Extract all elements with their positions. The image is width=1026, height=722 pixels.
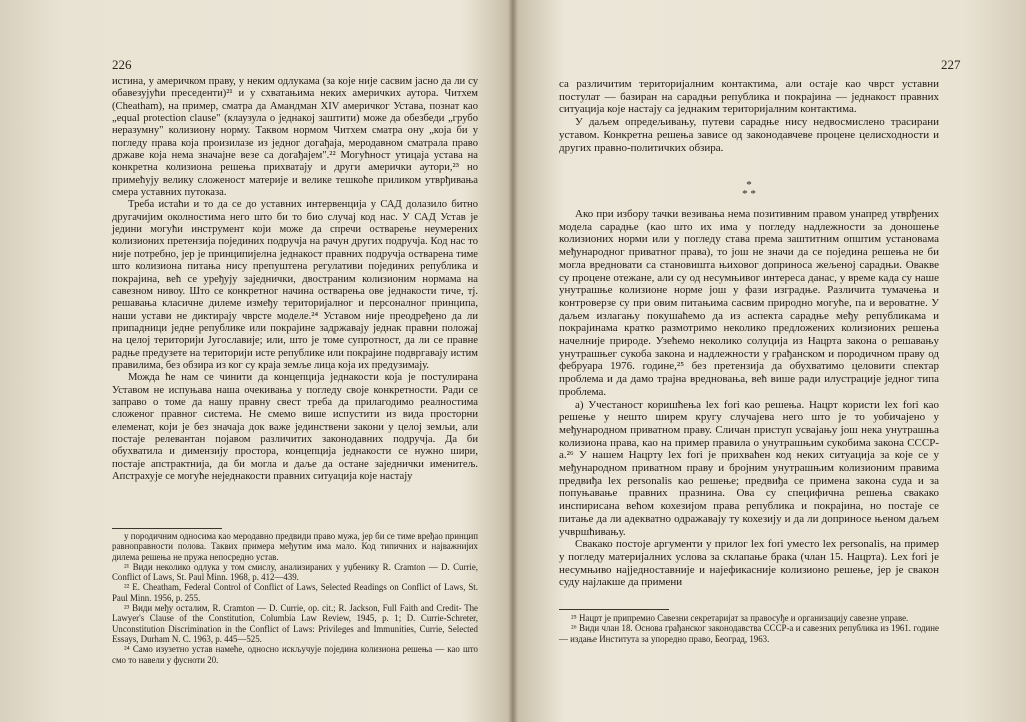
right-page: [513, 0, 1026, 722]
left-footnotes: [112, 531, 478, 665]
footnote: ²⁴ Само изузетно устав намеће, односно искључује поједина колизиона решења — као што смо то навели у фусноти 20.: [112, 644, 478, 665]
paragraph: Свакако постоје аргументи у прилог lex fori уместо lex personalis, на пример у погледу материјалних услова за склапање брака (члан 15. Нацрта). Lex fori је несумњиво најједноставније и најефикасније колизионо решење, јер је свакон суду најлакше да примени: [559, 538, 939, 589]
section-divider-stars: * * *: [742, 179, 756, 200]
footnote: ²³ Види међу осталим, R. Cramton — D. Currie, op. cit.; R. Jackson, Full Faith and Credit- The Lawyer's Clause of the Constitution, Columbia Law Review, 1945, p. 1; D. Currie-Schreter, Unconstitution Discrimination in the Conflict of Laws: Privileges and Immunities, Currie, Selected Essays, Durham N. C. 1963, p. 445—525.: [112, 603, 478, 644]
page-number-left: 226: [112, 57, 132, 72]
footnote: ²⁶ Види члан 18. Основа грађанског законодавства СССР-а и савезних република из 1961. године — издање Института за упоредно право, Београд, 1963.: [559, 623, 939, 644]
footnote: ²¹ Види неколико одлука у том смислу, анализираних у уџбенику R. Cramton — D. Currie, Conflict of Laws, St. Paul Minn. 1968, p. 412—439.: [112, 561, 478, 583]
page-number-right: 227: [941, 57, 961, 72]
right-intro-text: [559, 78, 939, 154]
footnote: у породичним односима као меродавно предвиди право мужа, јер би се тиме вређао принцип равноправности полова. Таквих примера међутим има мало. Код типичних и најважнијих дилема решења не пружа непосредно устав.: [112, 531, 478, 562]
paragraph: Треба истаћи и то да се до уставних интервенција у САД долазило битно другачијим околностима него што би то био случај код нас. У САД Устав је једини могући инструмент који може да спречи остварење неумерених колизионих претензија појединих подручја на рачун других подручја. Код нас то није потребно, јер је принципијелна једнакост правних подручја остварена тиме што колизиона питања нису препуштена регулативи појединих република и покрајина, већ се уређују заједнички, двостраним колизионим нормама на савезном нивоу. Што се конкретног начина остварења ове једнакости тиче, тј. решавања класичне дилеме између територијалног и персоналног принципа, наши устави не диктирају чврсте моделе.²⁴ Уставом није преодређено да ли припадници једне републике или покрајине задржавају једнак правни положај на целој територији Југославије; или, што је томе супротност, да ли се правне радње предузете на територији исте републике или покрајине подвргавају истим правилима, без обзира из ког су краја земље лица која их предузимају.: [112, 199, 478, 371]
paragraph: Ако при избору тачки везивања нема позитивним правом унапред утврђених модела сарадње (као што их има у погледу надлежности за доношење колизионих норми или у погледу става према заштитним општим установама међународног приватног права), то још не значи да се поједина решења не би могла вредновати са становишта њиховог доприноса жељеној сарадњи. Овакве су процене отежане, али су од несумњивог интереса данас, у време када су наше унутрашње колизионе норме још у фази изградње. Различита тумачења и контроверзе су при овим питањима сасвим природно могуће, па и вероватне. У даљем излагању покушаћемо да из аспекта сарадње међу републикама и покрајинама кратко размотримо неколико предложених колизионих решења начелније природе. Узећемо неколико солуција из Нацрта закона о решавању унутрашњег сукоба закона и надлежности у грађанском и породичном праву од фебруара 1976. године,²⁵ без претензија да обухватимо целовити спектар проблема и да дамо трајна вредновања, већ више ради илустрације једног типа проблема.: [559, 208, 939, 398]
footnote: ²² E. Cheatham, Federal Control of Conflict of Laws, Selected Readings on Conflict of Laws, St. Paul Minn. 1956, p. 255.: [112, 582, 478, 603]
paragraph: истина, у америчком праву, у неким одлукама (за које није сасвим јасно да ли су обавезујући преседенти)²¹ и у схватањима неких америчких аутора. Читхем (Cheatham), на пример, сматра да Амандман XIV америчког Устава, познат као „equal protection clause" (клаузула о једнакој заштити) може да обезбеди „грубо неразумну" колизиону норму. Таквом нормом Читхем сматра ону „која би у погледу права која произилазе из једног догађаја, меродавном сматрала право државе која нема значајне везе са догађајем".²² Могућност утицаја устава на конкретна колизиона решења прихватају и други амерички аутори,²³ но примећују велику сложеност материје и велике тешкоће приликом утврђивања смера уставних путоказа.: [112, 76, 478, 199]
paragraph: а) Учестаност коришћења lex fori као решења. Нацрт користи lex fori као решење у нешто ширем кругу случајева него што је то уобичајено у међународном приватном праву. Сличан приступ усвајању још нека унутрашња колизиона права, као на пример правила о унутрашњим сукобима закона СССР-а.²⁶ У нашем Нацрту lex fori је прихваћен код неких ситуација за које се у међународном приватном праву и бројним унутрашњим колизионим правима предвиђа lex personalis као решење; предвиђа се примена закона суда и за попуњавање правних празнина. Ова су специфична решења свакако инспирисана већом кохезијом права република и покрајина, но постаје се питање да ли адекватно одражавају ту кохезију и да ли доприносе њеном даљем учвршћивању.: [559, 398, 939, 538]
paragraph: У даљем опредељивању, путеви сарадње нису недвосмислено трасирани уставом. Конкретна решења зависе од законодавчеве процене целисходности и других правно-политичких обзира.: [559, 116, 939, 154]
paragraph: са различитим територијалним контактима, али остаје као чврст уставни постулат — базиран на сарадњи република и покрајина — једнакост правних ситуација које настају са једнаким територијалним контактима.: [559, 78, 939, 116]
paragraph: Можда ће нам се чинити да концепција једнакости која је постулирана Уставом не испуњава наша очекивања у погледу своје конкретности. Ради се заправо о томе да нашу правну свест треба да прилагодимо реалностима сложеног правног система. Не смемо више испустити из вида просторни елеменат, који је без значаја док важе јединствени закони у целој земљи, али постаје релевантан појавом различитих законодавних подручја. Да би обухватила и димензију простора, концепција једнакости се нужно шири, постаје апстрактнија, да би могла и даље да остане заједнички именитељ. Апстрахује се могуће неједнакости правних ситуација које настају: [112, 372, 478, 482]
right-body-text: [559, 208, 939, 589]
right-footnotes: [559, 613, 939, 644]
footnote-rule: [112, 528, 222, 529]
footnote: ²⁵ Нацрт је припремио Савезни секретаријат за правосуђе и организацију савезне управе.: [571, 613, 909, 623]
footnote-rule: [559, 609, 669, 610]
left-body-text: [112, 76, 478, 483]
